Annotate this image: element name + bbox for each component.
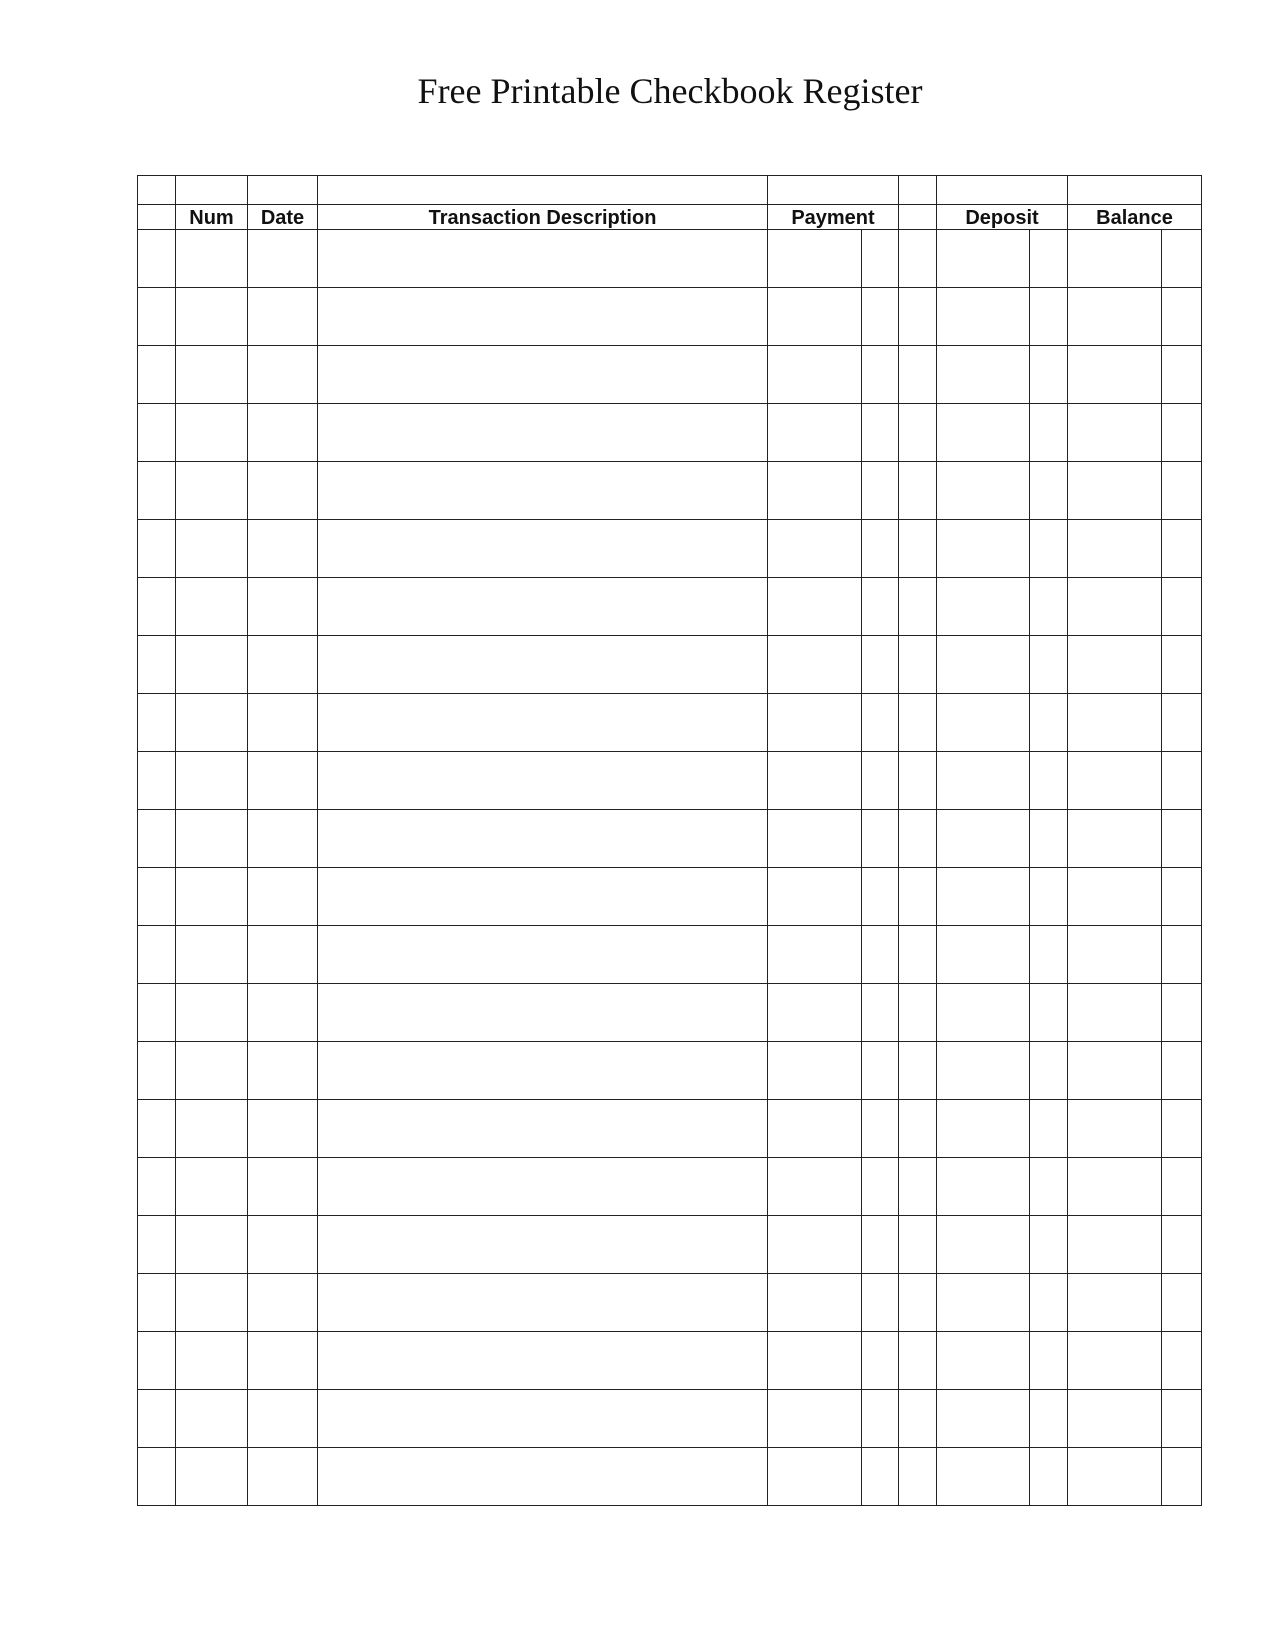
deposit-cents-cell[interactable] [1030,868,1068,926]
balance-cents-cell[interactable] [1162,810,1202,868]
deposit-amount-cell[interactable] [937,926,1030,984]
check-cell[interactable] [138,346,176,404]
cleared-cell[interactable] [899,1100,937,1158]
description-cell[interactable] [318,1274,768,1332]
description-cell[interactable] [318,984,768,1042]
balance-cents-cell[interactable] [1162,1332,1202,1390]
payment-cents-cell[interactable] [862,230,899,288]
check-cell[interactable] [138,926,176,984]
payment-amount-cell[interactable] [768,404,862,462]
header-deposit: Deposit [937,205,1068,230]
cleared-cell[interactable] [899,404,937,462]
table-row [138,636,1202,694]
num-cell[interactable] [176,346,248,404]
num-cell[interactable] [176,1100,248,1158]
date-cell[interactable] [248,404,318,462]
deposit-amount-cell[interactable] [937,1448,1030,1506]
check-cell[interactable] [138,752,176,810]
payment-cents-cell[interactable] [862,346,899,404]
deposit-amount-cell[interactable] [937,288,1030,346]
deposit-cents-cell[interactable] [1030,404,1068,462]
table-row [138,1390,1202,1448]
check-cell[interactable] [138,810,176,868]
date-cell[interactable] [248,520,318,578]
balance-cents-cell[interactable] [1162,1216,1202,1274]
date-cell[interactable] [248,694,318,752]
table-row [138,346,1202,404]
date-cell[interactable] [248,1274,318,1332]
deposit-amount-cell[interactable] [937,1158,1030,1216]
payment-amount-cell[interactable] [768,810,862,868]
deposit-cents-cell[interactable] [1030,520,1068,578]
payment-cents-cell[interactable] [862,1100,899,1158]
payment-cents-cell[interactable] [862,636,899,694]
num-cell[interactable] [176,462,248,520]
cleared-cell[interactable] [899,1448,937,1506]
cleared-cell[interactable] [899,1042,937,1100]
table-row [138,1332,1202,1390]
date-cell[interactable] [248,752,318,810]
balance-cents-cell[interactable] [1162,404,1202,462]
payment-cents-cell[interactable] [862,810,899,868]
num-cell[interactable] [176,984,248,1042]
num-cell[interactable] [176,578,248,636]
deposit-amount-cell[interactable] [937,984,1030,1042]
num-cell[interactable] [176,1274,248,1332]
checkbook-register-table [137,175,1202,1506]
balance-amount-cell[interactable] [1068,1448,1162,1506]
description-cell[interactable] [318,926,768,984]
balance-cents-cell[interactable] [1162,926,1202,984]
balance-cents-cell[interactable] [1162,520,1202,578]
table-row [138,1448,1202,1506]
payment-amount-cell[interactable] [768,926,862,984]
balance-amount-cell[interactable] [1068,636,1162,694]
balance-cents-cell[interactable] [1162,752,1202,810]
check-cell[interactable] [138,578,176,636]
cleared-cell[interactable] [899,346,937,404]
balance-cents-cell[interactable] [1162,1390,1202,1448]
cleared-cell[interactable] [899,230,937,288]
num-cell[interactable] [176,810,248,868]
date-cell[interactable] [248,1042,318,1100]
header-spacer-cell [1068,176,1162,205]
payment-cents-cell[interactable] [862,288,899,346]
table-row [138,578,1202,636]
balance-amount-cell[interactable] [1068,1100,1162,1158]
cleared-cell[interactable] [899,288,937,346]
date-cell[interactable] [248,926,318,984]
balance-cents-cell[interactable] [1162,636,1202,694]
table-row [138,868,1202,926]
description-cell[interactable] [318,1158,768,1216]
payment-amount-cell[interactable] [768,1100,862,1158]
balance-amount-cell[interactable] [1068,926,1162,984]
cleared-cell[interactable] [899,1390,937,1448]
balance-cents-cell[interactable] [1162,1042,1202,1100]
header-num: Num [176,205,248,230]
check-cell[interactable] [138,404,176,462]
deposit-cents-cell[interactable] [1030,1158,1068,1216]
balance-amount-cell[interactable] [1068,752,1162,810]
balance-cents-cell[interactable] [1162,288,1202,346]
deposit-cents-cell[interactable] [1030,288,1068,346]
balance-amount-cell[interactable] [1068,1042,1162,1100]
payment-amount-cell[interactable] [768,752,862,810]
header-spacer-row [138,176,1202,205]
table-row [138,984,1202,1042]
check-cell[interactable] [138,984,176,1042]
num-cell[interactable] [176,520,248,578]
check-cell[interactable] [138,1158,176,1216]
table-row [138,1042,1202,1100]
header-spacer-cell [937,176,1030,205]
table-row [138,404,1202,462]
payment-amount-cell[interactable] [768,462,862,520]
payment-cents-cell[interactable] [862,694,899,752]
balance-amount-cell[interactable] [1068,230,1162,288]
deposit-amount-cell[interactable] [937,1042,1030,1100]
balance-cents-cell[interactable] [1162,868,1202,926]
description-cell[interactable] [318,462,768,520]
date-cell[interactable] [248,1158,318,1216]
cleared-cell[interactable] [899,868,937,926]
deposit-cents-cell[interactable] [1030,578,1068,636]
payment-cents-cell[interactable] [862,1216,899,1274]
description-cell[interactable] [318,1332,768,1390]
date-cell[interactable] [248,1332,318,1390]
deposit-cents-cell[interactable] [1030,346,1068,404]
payment-amount-cell[interactable] [768,636,862,694]
header-check-cell [138,205,176,230]
date-cell[interactable] [248,288,318,346]
num-cell[interactable] [176,694,248,752]
cleared-cell[interactable] [899,636,937,694]
header-spacer-cell [862,176,899,205]
header-spacer-cell [899,176,937,205]
balance-amount-cell[interactable] [1068,404,1162,462]
description-cell[interactable] [318,1100,768,1158]
cleared-cell[interactable] [899,1332,937,1390]
table-row [138,230,1202,288]
check-cell[interactable] [138,636,176,694]
cleared-cell[interactable] [899,520,937,578]
cleared-cell[interactable] [899,752,937,810]
deposit-cents-cell[interactable] [1030,1332,1068,1390]
deposit-cents-cell[interactable] [1030,1100,1068,1158]
header-spacer-cell [176,176,248,205]
table-row [138,288,1202,346]
cleared-cell[interactable] [899,462,937,520]
date-cell[interactable] [248,578,318,636]
balance-amount-cell[interactable] [1068,868,1162,926]
deposit-cents-cell[interactable] [1030,926,1068,984]
cleared-cell[interactable] [899,1158,937,1216]
deposit-cents-cell[interactable] [1030,810,1068,868]
table-row [138,1100,1202,1158]
deposit-cents-cell[interactable] [1030,462,1068,520]
deposit-amount-cell[interactable] [937,404,1030,462]
balance-cents-cell[interactable] [1162,230,1202,288]
payment-amount-cell[interactable] [768,868,862,926]
deposit-cents-cell[interactable] [1030,1448,1068,1506]
header-spacer-cell [1162,176,1202,205]
deposit-cents-cell[interactable] [1030,984,1068,1042]
balance-cents-cell[interactable] [1162,578,1202,636]
check-cell[interactable] [138,1274,176,1332]
header-date: Date [248,205,318,230]
num-cell[interactable] [176,1448,248,1506]
header-spacer-cell [1030,176,1068,205]
deposit-cents-cell[interactable] [1030,1042,1068,1100]
table-row [138,520,1202,578]
num-cell[interactable] [176,404,248,462]
header-spacer-cell [138,176,176,205]
payment-cents-cell[interactable] [862,1158,899,1216]
deposit-amount-cell[interactable] [937,810,1030,868]
check-cell[interactable] [138,230,176,288]
cleared-cell[interactable] [899,578,937,636]
date-cell[interactable] [248,636,318,694]
num-cell[interactable] [176,288,248,346]
deposit-amount-cell[interactable] [937,1274,1030,1332]
description-cell[interactable] [318,752,768,810]
description-cell[interactable] [318,868,768,926]
balance-amount-cell[interactable] [1068,1332,1162,1390]
description-cell[interactable] [318,1448,768,1506]
cleared-cell[interactable] [899,694,937,752]
check-cell[interactable] [138,1332,176,1390]
header-spacer-cell [768,176,862,205]
check-cell[interactable] [138,694,176,752]
payment-amount-cell[interactable] [768,1390,862,1448]
date-cell[interactable] [248,810,318,868]
balance-cents-cell[interactable] [1162,694,1202,752]
header-balance: Balance [1068,205,1202,230]
date-cell[interactable] [248,230,318,288]
balance-amount-cell[interactable] [1068,694,1162,752]
cleared-cell[interactable] [899,984,937,1042]
description-cell[interactable] [318,810,768,868]
cleared-cell[interactable] [899,926,937,984]
description-cell[interactable] [318,346,768,404]
payment-cents-cell[interactable] [862,1274,899,1332]
date-cell[interactable] [248,1390,318,1448]
deposit-amount-cell[interactable] [937,752,1030,810]
balance-amount-cell[interactable] [1068,1216,1162,1274]
register-body [138,230,1202,1506]
payment-amount-cell[interactable] [768,346,862,404]
deposit-cents-cell[interactable] [1030,1390,1068,1448]
payment-amount-cell[interactable] [768,578,862,636]
table-row [138,1274,1202,1332]
payment-cents-cell[interactable] [862,462,899,520]
num-cell[interactable] [176,1216,248,1274]
header-description: Transaction Description [318,205,768,230]
balance-amount-cell[interactable] [1068,1390,1162,1448]
payment-cents-cell[interactable] [862,752,899,810]
payment-cents-cell[interactable] [862,520,899,578]
deposit-amount-cell[interactable] [937,578,1030,636]
check-cell[interactable] [138,462,176,520]
date-cell[interactable] [248,462,318,520]
num-cell[interactable] [176,636,248,694]
deposit-amount-cell[interactable] [937,694,1030,752]
page-title: Free Printable Checkbook Register [417,71,923,111]
check-cell[interactable] [138,1042,176,1100]
description-cell[interactable] [318,1390,768,1448]
deposit-amount-cell[interactable] [937,462,1030,520]
table-row [138,462,1202,520]
balance-cents-cell[interactable] [1162,984,1202,1042]
check-cell[interactable] [138,288,176,346]
deposit-amount-cell[interactable] [937,636,1030,694]
check-cell[interactable] [138,520,176,578]
payment-cents-cell[interactable] [862,868,899,926]
payment-amount-cell[interactable] [768,1274,862,1332]
check-cell[interactable] [138,1216,176,1274]
check-cell[interactable] [138,868,176,926]
payment-cents-cell[interactable] [862,1042,899,1100]
deposit-cents-cell[interactable] [1030,752,1068,810]
balance-cents-cell[interactable] [1162,1158,1202,1216]
payment-amount-cell[interactable] [768,984,862,1042]
payment-amount-cell[interactable] [768,1216,862,1274]
payment-amount-cell[interactable] [768,1158,862,1216]
description-cell[interactable] [318,578,768,636]
date-cell[interactable] [248,1216,318,1274]
deposit-cents-cell[interactable] [1030,1274,1068,1332]
payment-amount-cell[interactable] [768,288,862,346]
deposit-amount-cell[interactable] [937,1390,1030,1448]
deposit-cents-cell[interactable] [1030,1216,1068,1274]
check-cell[interactable] [138,1390,176,1448]
table-row [138,694,1202,752]
deposit-amount-cell[interactable] [937,1100,1030,1158]
deposit-cents-cell[interactable] [1030,694,1068,752]
table-row [138,1216,1202,1274]
balance-amount-cell[interactable] [1068,1158,1162,1216]
table-row [138,810,1202,868]
payment-amount-cell[interactable] [768,694,862,752]
header-spacer-cell [318,176,768,205]
num-cell[interactable] [176,230,248,288]
deposit-amount-cell[interactable] [937,346,1030,404]
balance-cents-cell[interactable] [1162,462,1202,520]
date-cell[interactable] [248,1100,318,1158]
table-row [138,752,1202,810]
header-payment: Payment [768,205,899,230]
payment-cents-cell[interactable] [862,578,899,636]
num-cell[interactable] [176,752,248,810]
date-cell[interactable] [248,346,318,404]
balance-amount-cell[interactable] [1068,520,1162,578]
num-cell[interactable] [176,1042,248,1100]
description-cell[interactable] [318,636,768,694]
deposit-amount-cell[interactable] [937,230,1030,288]
deposit-amount-cell[interactable] [937,1216,1030,1274]
payment-cents-cell[interactable] [862,1332,899,1390]
deposit-amount-cell[interactable] [937,520,1030,578]
num-cell[interactable] [176,1332,248,1390]
date-cell[interactable] [248,984,318,1042]
deposit-amount-cell[interactable] [937,1332,1030,1390]
description-cell[interactable] [318,230,768,288]
header-cleared-cell [899,205,937,230]
payment-cents-cell[interactable] [862,1448,899,1506]
balance-cents-cell[interactable] [1162,1448,1202,1506]
check-cell[interactable] [138,1448,176,1506]
header-row [138,205,1202,230]
table-row [138,1158,1202,1216]
cleared-cell[interactable] [899,1216,937,1274]
balance-amount-cell[interactable] [1068,578,1162,636]
num-cell[interactable] [176,868,248,926]
payment-cents-cell[interactable] [862,1390,899,1448]
deposit-cents-cell[interactable] [1030,636,1068,694]
description-cell[interactable] [318,404,768,462]
description-cell[interactable] [318,694,768,752]
description-cell[interactable] [318,1042,768,1100]
description-cell[interactable] [318,1216,768,1274]
table-row [138,926,1202,984]
balance-amount-cell[interactable] [1068,462,1162,520]
check-cell[interactable] [138,1100,176,1158]
date-cell[interactable] [248,1448,318,1506]
header-spacer-cell [248,176,318,205]
payment-cents-cell[interactable] [862,984,899,1042]
cleared-cell[interactable] [899,810,937,868]
num-cell[interactable] [176,926,248,984]
num-cell[interactable] [176,1390,248,1448]
deposit-cents-cell[interactable] [1030,230,1068,288]
balance-amount-cell[interactable] [1068,288,1162,346]
balance-amount-cell[interactable] [1068,346,1162,404]
balance-cents-cell[interactable] [1162,1274,1202,1332]
description-cell[interactable] [318,288,768,346]
balance-amount-cell[interactable] [1068,1274,1162,1332]
balance-amount-cell[interactable] [1068,810,1162,868]
deposit-amount-cell[interactable] [937,868,1030,926]
balance-cents-cell[interactable] [1162,1100,1202,1158]
balance-cents-cell[interactable] [1162,346,1202,404]
payment-cents-cell[interactable] [862,926,899,984]
payment-amount-cell[interactable] [768,1448,862,1506]
payment-cents-cell[interactable] [862,404,899,462]
num-cell[interactable] [176,1158,248,1216]
payment-amount-cell[interactable] [768,230,862,288]
date-cell[interactable] [248,868,318,926]
payment-amount-cell[interactable] [768,1332,862,1390]
description-cell[interactable] [318,520,768,578]
cleared-cell[interactable] [899,1274,937,1332]
balance-amount-cell[interactable] [1068,984,1162,1042]
payment-amount-cell[interactable] [768,1042,862,1100]
payment-amount-cell[interactable] [768,520,862,578]
